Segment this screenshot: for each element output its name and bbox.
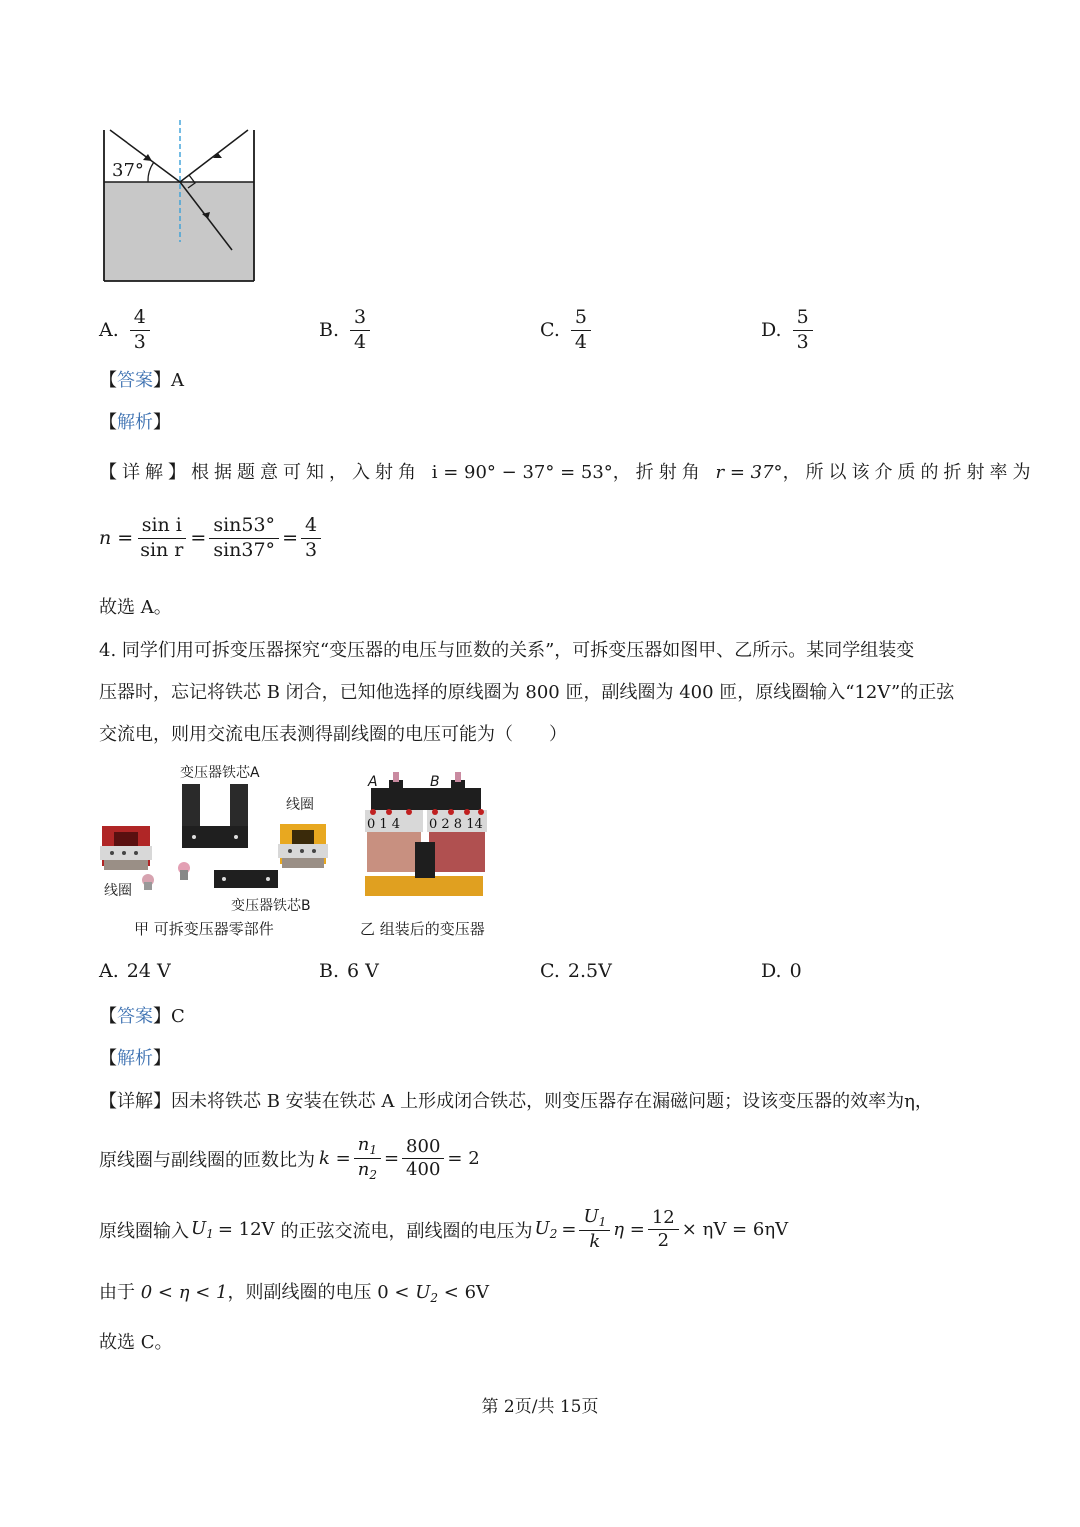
q4-conclusion: 故选 C。 (99, 1332, 173, 1353)
coil-label-right: 线圈 (286, 797, 314, 813)
q3-answer: 【答案】A (99, 370, 184, 391)
q4-answer: 【答案】C (99, 1006, 185, 1027)
q3-option-a[interactable]: A. $\frac{4}{3}$ (99, 306, 153, 355)
core-a (182, 784, 248, 848)
q3-detail: 【详解】根据题意可知，入射角 i = 90° − 37° = 53°，折射角 r = 37°，所以该介质的折射率为 (99, 462, 1036, 483)
scale-right-text: 0 2 8 14 (429, 817, 483, 832)
q3-analysis-heading: 【解析】 (99, 412, 171, 433)
right-winding (429, 832, 485, 872)
q4-voltage-line: 原线圈输入 $U_1$ = 12V 的正弦交流电，副线圈的电压为 $U_2$ = $\frac{U_1}{k}$ η = $\frac{12}{2}$ × ηV = 6ηV (99, 1206, 789, 1252)
core-middle (415, 842, 435, 878)
q3-formula: n = $\frac{\text{sin i}}{\text{sin r}}$ = $\frac{\sin 53^\circ}{\sin 37^\circ}$ = $\frac{4}{3}$ (99, 514, 324, 563)
caption-yi: 乙 组装后的变压器 (360, 920, 485, 938)
core-b (214, 870, 278, 888)
q4-analysis-heading: 【解析】 (99, 1048, 171, 1069)
page-footer: 第 2页/共 15页 (481, 1397, 599, 1417)
q4-option-c[interactable]: C. 2.5V (540, 960, 612, 982)
core-a-label: 变压器铁芯A (180, 765, 260, 781)
knobs (142, 862, 190, 890)
terminal-a-label: A (368, 774, 378, 790)
q3-option-b[interactable]: B. $\frac{3}{4}$ (319, 306, 373, 355)
q4-detail: 【详解】因未将铁芯 B 安装在铁芯 A 上形成闭合铁芯，则变压器存在漏磁问题；设该变压器的效率为η， (99, 1091, 933, 1112)
reflected-ray (180, 130, 248, 182)
angle-arc (148, 162, 154, 182)
left-coil-image (100, 826, 152, 870)
q3-conclusion: 故选 A。 (99, 597, 172, 618)
q4-stem-line-3: 交流电，则用交流电压表测得副线圈的电压可能为（ ） (99, 724, 567, 745)
q4-option-d[interactable]: D. 0 (761, 960, 802, 982)
q4-range-line: 由于 0 < η < 1，则副线圈的电压 $0 < U_2 < 6V$ (99, 1282, 490, 1305)
q3-option-d[interactable]: D. $\frac{5}{3}$ (761, 306, 816, 355)
left-winding (367, 832, 421, 872)
q4-ratio-line: 原线圈与副线圈的匝数比为 k = $\frac{n_1}{n_2}$ = $\frac{800}{400}$ = 2 (99, 1134, 480, 1182)
base-plate (365, 876, 483, 896)
core-b-label: 变压器铁芯B (231, 898, 311, 914)
q4-stem-line-2: 压器时，忘记将铁芯 B 闭合，已知他选择的原线圈为 800 匝，副线圈为 400 匝，原线圈输入“12V”的正弦 (99, 682, 955, 703)
caption-jia: 甲 可拆变压器零部件 (134, 920, 274, 938)
terminal-b-label: B (430, 774, 440, 790)
right-coil-image (278, 824, 328, 868)
q4-option-b[interactable]: B. 6 V (319, 960, 379, 982)
q4-stem-line-1: 4. 同学们用可拆变压器探究“变压器的电压与匝数的关系”，可拆变压器如图甲、乙所示。某同学组装变 (99, 640, 915, 661)
q3-option-c[interactable]: C. $\frac{5}{4}$ (540, 306, 594, 355)
medium-region (104, 182, 254, 281)
coil-label-left: 线圈 (104, 883, 132, 899)
refraction-diagram (96, 118, 266, 288)
scale-left-text: 0 1 4 (367, 817, 401, 832)
angle-label: 37° (112, 160, 144, 181)
q4-option-a[interactable]: A. 24 V (99, 960, 171, 982)
